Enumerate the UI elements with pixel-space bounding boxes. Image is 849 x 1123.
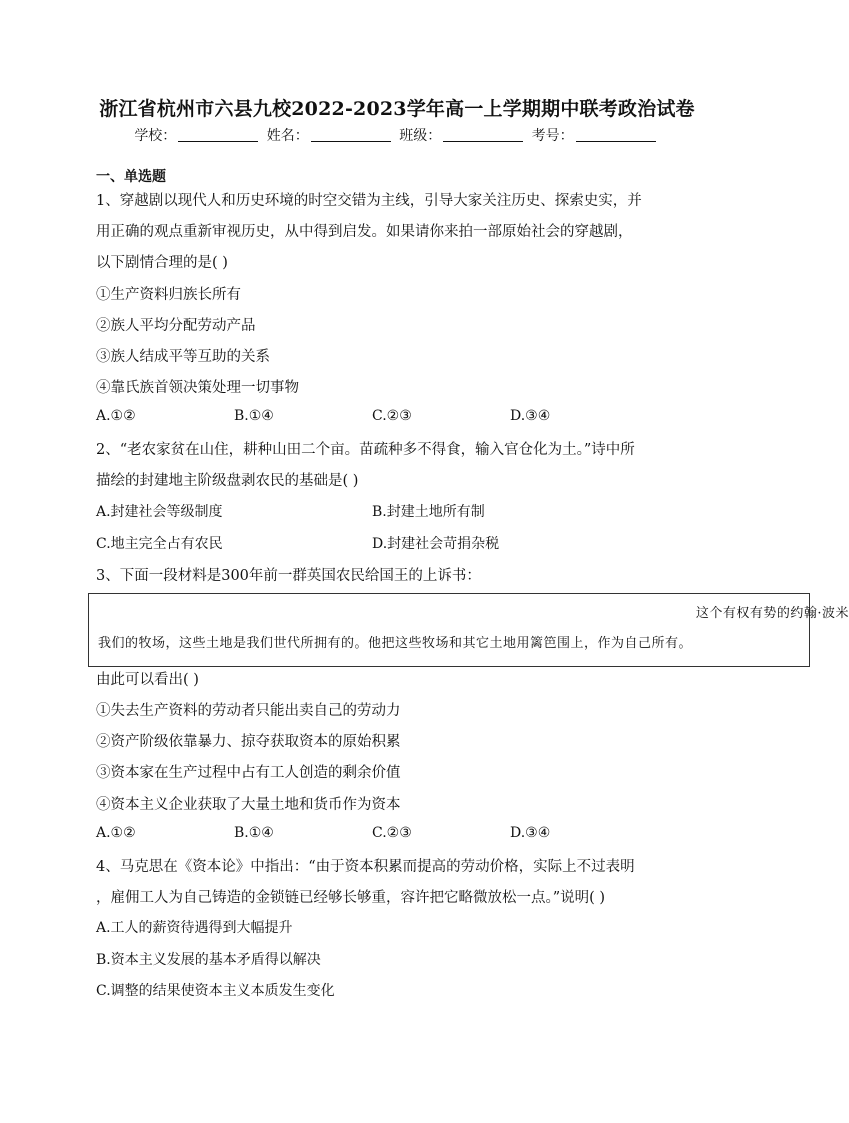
school-blank[interactable]: [178, 127, 258, 142]
q3-option-a[interactable]: A.①②: [96, 825, 136, 841]
q1-option-b[interactable]: B.①④: [234, 408, 274, 424]
q1-item-2: ②族人平均分配劳动产品: [96, 318, 256, 334]
q1-line-2: 用正确的观点重新审视历史，从中得到启发。如果请你来拍一部原始社会的穿越剧，: [96, 224, 633, 240]
q2-line-2: 描绘的封建地主阶级盘剥农民的基础是( ): [96, 473, 359, 489]
number-label: 考号：: [531, 128, 574, 144]
q3-option-b[interactable]: B.①④: [234, 825, 274, 841]
q4-option-a[interactable]: A.工人的薪资待遇得到大幅提升: [96, 920, 293, 936]
q2-option-c[interactable]: C.地主完全占有农民: [96, 536, 223, 552]
q3-stem: 由此可以看出( ): [96, 672, 199, 688]
q2-line-1: 2、“老农家贫在山住，耕种山田二个亩。苗疏种多不得食，输入官仓化为土。”诗中所: [96, 442, 635, 458]
q4-option-c[interactable]: C.调整的结果使资本主义本质发生变化: [96, 983, 335, 999]
q1-item-4: ④靠氏族首领决策处理一切事物: [96, 380, 299, 396]
q1-line-1: 1、穿越剧以现代人和历史环境的时空交错为主线，引导大家关注历史、探索史实，并: [96, 193, 642, 209]
q3-option-d[interactable]: D.③④: [510, 825, 551, 841]
number-blank[interactable]: [576, 127, 656, 142]
q1-option-c[interactable]: C.②③: [372, 408, 412, 424]
q4-line-2: ，雇佣工人为自己铸造的金锁链已经够长够重，容许把它略微放松一点。”说明( ): [96, 890, 606, 906]
q3-item-4: ④资本主义企业获取了大量土地和货币作为资本: [96, 797, 401, 813]
q3-item-2: ②资产阶级依靠暴力、掠夺获取资本的原始积累: [96, 734, 401, 750]
q3-quote-box: [88, 593, 849, 667]
name-label: 姓名：: [266, 128, 309, 144]
q1-option-d[interactable]: D.③④: [510, 408, 551, 424]
q1-option-a[interactable]: A.①②: [96, 408, 136, 424]
name-blank[interactable]: [311, 127, 391, 142]
exam-title: 浙江省杭州市六县九校2022-2023学年高一上学期期中联考政治试卷: [99, 98, 695, 120]
q3-item-1: ①失去生产资料的劳动者只能出卖自己的劳动力: [96, 703, 401, 719]
class-blank[interactable]: [443, 127, 523, 142]
q4-line-1: 4、马克思在《资本论》中指出：“由于资本积累而提高的劳动价格，实际上不过表明: [96, 859, 635, 875]
student-info-row: [0, 125, 794, 145]
q1-item-1: ①生产资料归族长所有: [96, 287, 241, 303]
section-heading: 一、单选题: [96, 169, 166, 185]
q3-quote-line-1: 这个有权有势的约翰·波米: [695, 606, 849, 621]
q1-item-3: ③族人结成平等互助的关系: [96, 349, 270, 365]
q1-line-3: 以下剧情合理的是( ): [96, 255, 228, 271]
q3-option-c[interactable]: C.②③: [372, 825, 412, 841]
q2-option-d[interactable]: D.封建社会苛捐杂税: [372, 536, 500, 552]
q3-item-3: ③资本家在生产过程中占有工人创造的剩余价值: [96, 765, 401, 781]
school-label: 学校：: [134, 128, 177, 144]
q2-option-a[interactable]: A.封建社会等级制度: [96, 504, 223, 520]
class-label: 班级：: [399, 128, 442, 144]
q3-line-1: 3、下面一段材料是300年前一群英国农民给国王的上诉书：: [96, 568, 481, 584]
q2-option-b[interactable]: B.封建土地所有制: [372, 504, 485, 520]
q4-option-b[interactable]: B.资本主义发展的基本矛盾得以解决: [96, 952, 321, 968]
q3-quote-line-2: 我们的牧场，这些土地是我们世代所拥有的。他把这些牧场和其它土地用篱笆围上，作为自己所有。: [98, 636, 693, 651]
